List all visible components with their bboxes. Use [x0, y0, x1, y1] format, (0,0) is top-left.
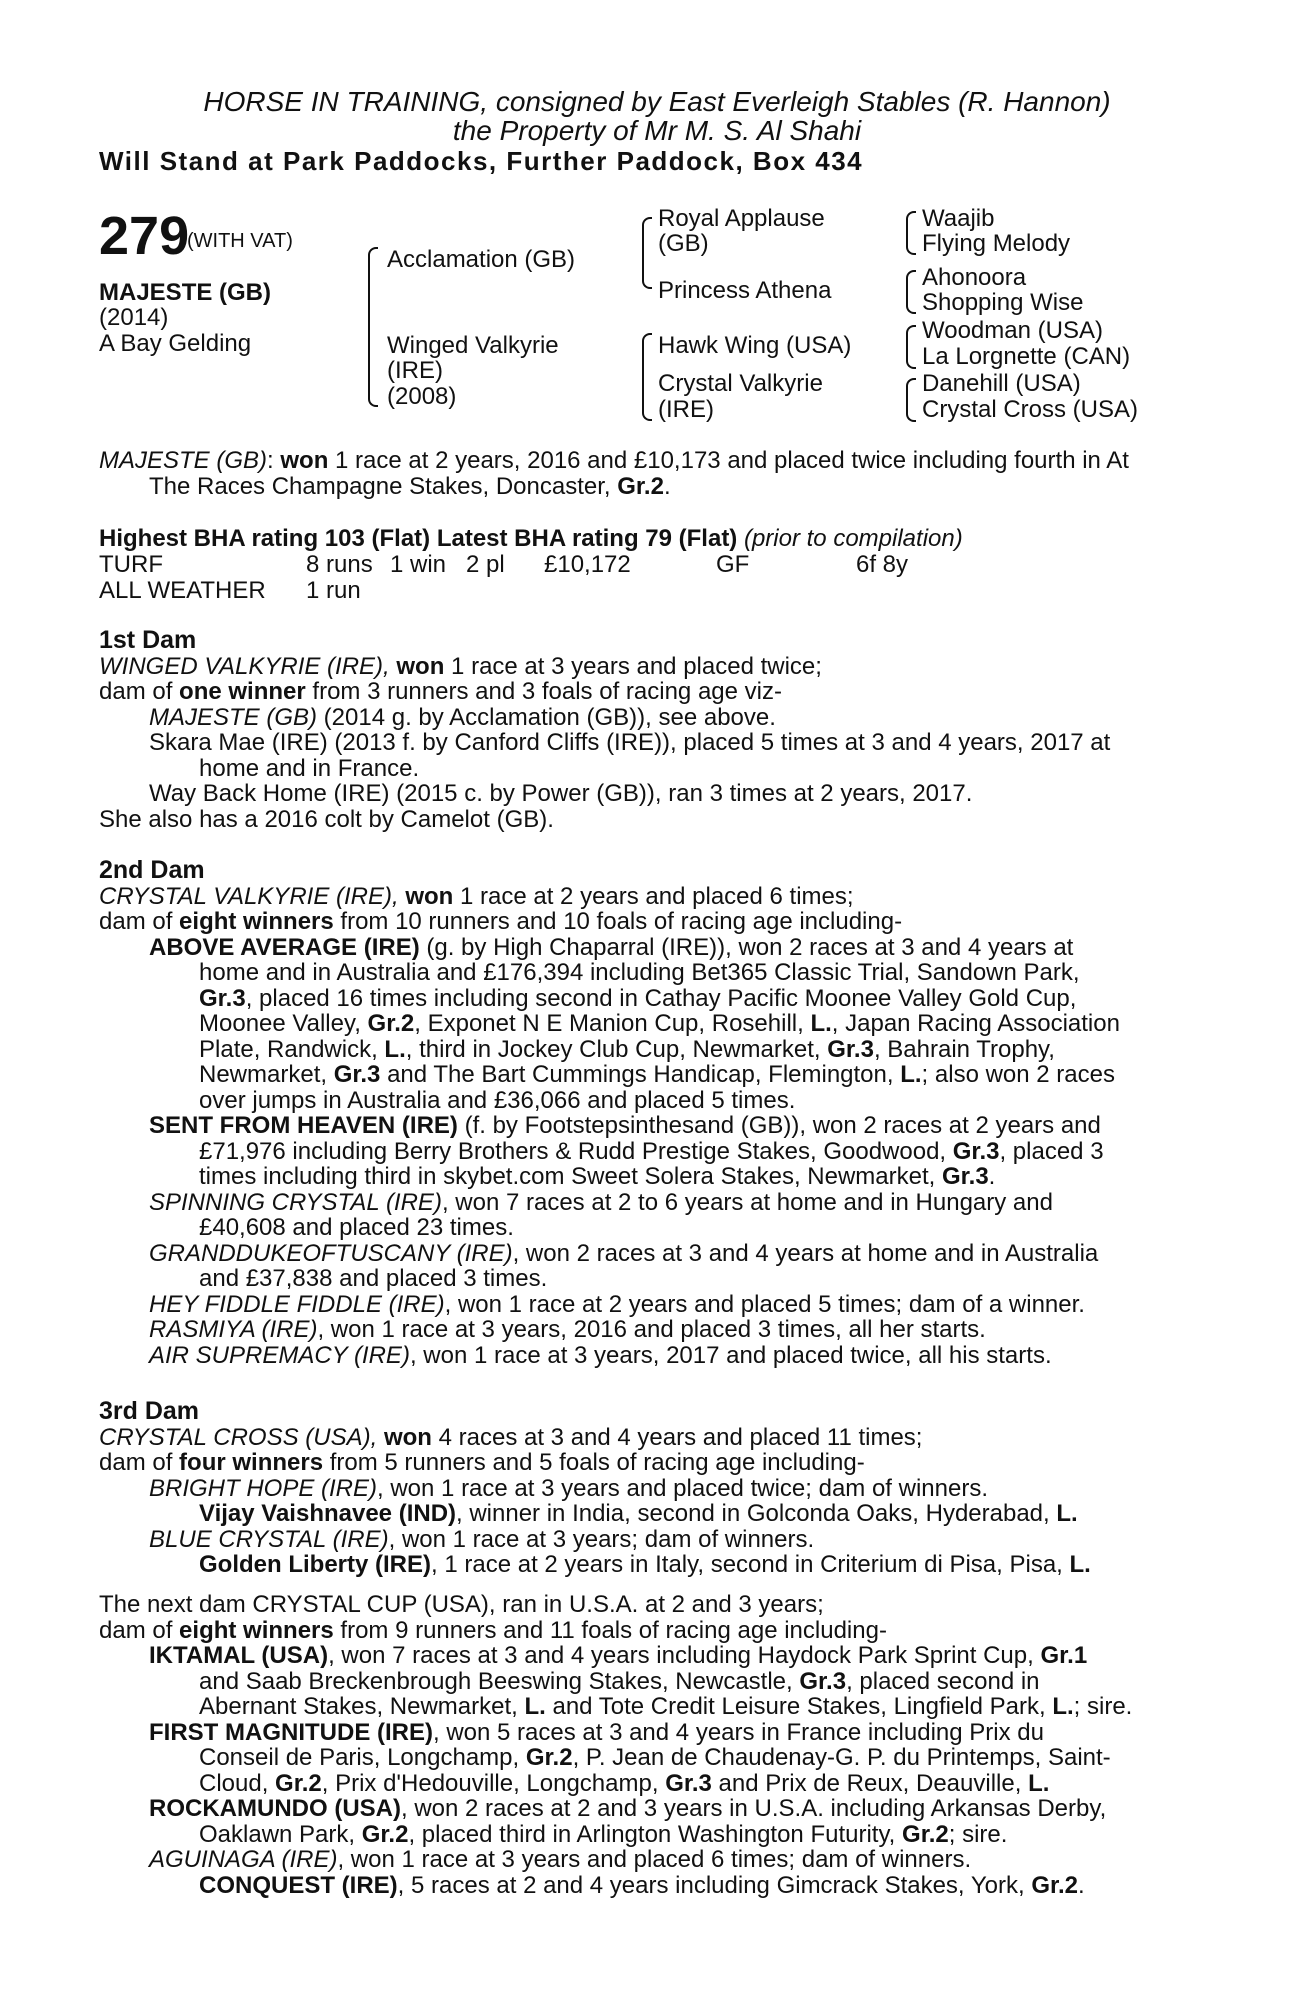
iktamal-3-listed-2: L.	[1052, 1693, 1074, 1720]
third-dam-heading: 3rd Dam	[99, 1397, 200, 1425]
first-dam-name: WINGED VALKYRIE (IRE),	[99, 652, 397, 680]
iktamal-1-grade: Gr.1	[1040, 1642, 1088, 1669]
air-supremacy-name: AIR SUPREMACY (IRE)	[149, 1341, 410, 1369]
first-magnitude-3a: Cloud,	[199, 1769, 276, 1797]
above-average-6-grade: Gr.3	[333, 1061, 381, 1088]
above-average-4a: Moonee Valley,	[199, 1010, 368, 1037]
conquest-name: CONQUEST (IRE)	[199, 1871, 398, 1899]
vijay-1: , winner in India, second in Golconda Oaks, Hyderabad,	[456, 1500, 1057, 1527]
first-dam-of: dam of	[99, 678, 180, 705]
ratings-block	[99, 526, 1199, 552]
sire-sire-line-2: (GB)	[658, 230, 709, 257]
above-average-5-listed: L.	[384, 1035, 406, 1063]
first-dam-heading: 1st Dam	[99, 626, 197, 654]
above-average-4e: , Japan Racing Association	[831, 1010, 1120, 1037]
first-dam-won: won	[396, 652, 445, 680]
summary-text-2: The Races Champagne Stakes, Doncaster,	[149, 472, 618, 500]
dd-dam: Crystal Cross (USA)	[922, 396, 1139, 423]
first-dam-winners: one winner	[179, 678, 306, 705]
air-supremacy-1: , won 1 race at 3 years, 2017 and placed twice, all his starts.	[409, 1341, 1052, 1369]
sire-sire-line-1: Royal Applause	[658, 205, 825, 232]
lot-number: 279	[99, 206, 190, 266]
brace-ds	[906, 325, 916, 369]
aw-label: ALL WEATHER	[99, 577, 266, 604]
vat-note: (WITH VAT)	[187, 230, 293, 252]
produce-2016-colt: She also has a 2016 colt by Camelot (GB).	[99, 805, 554, 833]
spinning-crystal-1: , won 7 races at 2 to 6 years at home and in Hungary and	[441, 1188, 1053, 1216]
produce-majeste-text: (2014 g. by Acclamation (GB)), see above.	[317, 703, 776, 731]
above-average-4-listed: L.	[810, 1010, 832, 1037]
dam-line-1: Winged Valkyrie	[387, 332, 559, 359]
rockamundo-2c: , placed third in Arlington Washington Futurity,	[408, 1820, 903, 1848]
second-dam-name: CRYSTAL VALKYRIE (IRE),	[99, 882, 406, 910]
rockamundo-2a: Oaklawn Park,	[199, 1820, 362, 1848]
next-dam-of: dam of	[99, 1616, 180, 1644]
sire-dam: Princess Athena	[658, 277, 832, 304]
first-dam-section	[99, 628, 1199, 832]
turf-distance: 6f 8y	[856, 551, 909, 578]
above-average-5c: , third in Jockey Club Cup, Newmarket,	[405, 1035, 828, 1063]
sent-from-heaven-2-grade: Gr.3	[952, 1137, 1000, 1165]
third-dam-won: won	[383, 1423, 432, 1451]
ss-sire: Waajib	[922, 205, 995, 232]
header-consignor: HORSE IN TRAINING, consigned by East Everleigh Stables (R. Hannon)	[203, 86, 1111, 117]
second-dam-record: 1 race at 2 years and placed 6 times;	[453, 882, 854, 910]
dd-sire: Danehill (USA)	[922, 370, 1081, 397]
summary-won: won	[280, 447, 329, 474]
sent-from-heaven-2a: £71,976 including Berry Brothers & Rudd Prestige Stakes, Goodwood,	[199, 1137, 953, 1165]
summary-grade: Gr.2	[617, 472, 664, 500]
conquest-end: .	[1078, 1871, 1085, 1899]
next-dam-winners: eight winners	[179, 1616, 334, 1644]
first-magnitude-3-grade-2: Gr.3	[665, 1769, 712, 1797]
turf-wins: 1 win	[390, 551, 447, 578]
first-magnitude-2a: Conseil de Paris, Longchamp,	[199, 1744, 526, 1771]
above-average-5e: , Bahrain Trophy,	[873, 1035, 1055, 1063]
above-average-2: home and in Australia and £176,394 including Bet365 Classic Trial, Sandown Park,	[199, 959, 1080, 986]
turf-placed: 2 pl	[466, 551, 505, 578]
second-dam-heading: 2nd Dam	[99, 856, 205, 884]
pedigree-brace	[368, 247, 378, 407]
rockamundo-1: , won 2 races at 2 and 3 years in U.S.A. including Arkansas Derby,	[400, 1795, 1107, 1822]
dam-dam-line-1: Crystal Valkyrie	[658, 370, 823, 397]
dam-line-2: (IRE)	[387, 357, 443, 384]
conquest-1: , 5 races at 2 and 4 years including Gimcrack Stakes, York,	[397, 1871, 1032, 1899]
hey-fiddle-name: HEY FIDDLE FIDDLE (IRE)	[149, 1290, 445, 1318]
turf-going: GF	[716, 551, 750, 578]
rockamundo-name: ROCKAMUNDO (USA)	[149, 1795, 401, 1822]
ss-dam: Flying Melody	[922, 230, 1071, 257]
horse-description: A Bay Gelding	[99, 330, 252, 357]
rockamundo-2e: ; sire.	[948, 1820, 1008, 1848]
grandduke-1: , won 2 races at 3 and 4 years at home and in Australia	[512, 1239, 1099, 1267]
iktamal-2-grade: Gr.3	[799, 1667, 847, 1695]
dam-sire: Hawk Wing (USA)	[658, 332, 852, 359]
blue-crystal-1: , won 1 race at 3 years; dam of winners.	[388, 1525, 815, 1553]
brace-dd	[906, 378, 916, 422]
produce-skara-mae: Skara Mae (IRE) (2013 f. by Canford Cliffs (IRE)), placed 5 times at 3 and 4 years, 2017 at	[149, 729, 1111, 756]
sire-brace	[642, 217, 652, 289]
sent-from-heaven-3-grade: Gr.3	[941, 1163, 989, 1190]
third-dam-of: dam of	[99, 1449, 180, 1476]
spinning-crystal-name: SPINNING CRYSTAL (IRE)	[149, 1188, 442, 1216]
summary-name: MAJESTE (GB)	[99, 447, 268, 474]
bright-hope-name: BRIGHT HOPE (IRE)	[149, 1474, 378, 1502]
rockamundo-2-grade: Gr.2	[361, 1820, 409, 1848]
produce-majeste: MAJESTE (GB)	[149, 703, 318, 731]
ratings-note: (prior to compilation)	[737, 525, 963, 552]
second-dam-won: won	[405, 882, 454, 910]
iktamal-3-listed: L.	[524, 1693, 546, 1720]
above-average-5a: Plate, Randwick,	[199, 1035, 385, 1063]
first-magnitude-1: , won 5 races at 3 and 4 years in France including Prix du	[432, 1718, 1044, 1746]
dam-brace	[642, 333, 652, 421]
sd-sire: Ahonoora	[922, 264, 1027, 291]
sent-from-heaven-3c: .	[988, 1163, 996, 1190]
dam-dam-line-2: (IRE)	[658, 396, 714, 423]
iktamal-3c: and Tote Credit Leisure Stakes, Lingfield Park,	[545, 1693, 1053, 1720]
first-magnitude-name: FIRST MAGNITUDE (IRE)	[149, 1718, 433, 1746]
conquest-grade: Gr.2	[1031, 1871, 1079, 1899]
above-average-name: ABOVE AVERAGE (IRE)	[149, 933, 420, 961]
produce-skara-mae-cont: home and in France.	[199, 754, 420, 782]
produce-way-back-home: Way Back Home (IRE) (2015 c. by Power (GB)), ran 3 times at 2 years, 2017.	[149, 780, 973, 807]
above-average-1: (g. by High Chaparral (IRE)), won 2 races at 3 and 4 years at	[419, 933, 1074, 961]
above-average-4c: , Exponet N E Manion Cup, Rosehill,	[414, 1010, 811, 1037]
iktamal-3a: Abernant Stakes, Newmarket,	[199, 1693, 525, 1720]
summary-text-1: 1 race at 2 years, 2016 and £10,173 and placed twice including fourth in At	[328, 447, 1129, 474]
spinning-crystal-2: £40,608 and placed 23 times.	[199, 1214, 514, 1241]
sire: Acclamation (GB)	[387, 246, 576, 273]
above-average-4-grade: Gr.2	[367, 1010, 415, 1037]
race-summary: MAJESTE (GB): won 1 race at 2 years, 2016 and £10,173 and placed twice including fourth in At The Races Champagne Stakes, Doncaster, Gr.2.	[99, 447, 1129, 500]
brace-sd	[906, 270, 916, 314]
ds-sire: Woodman (USA)	[922, 317, 1103, 344]
iktamal-1: , won 7 races at 3 and 4 years including Haydock Park Sprint Cup,	[328, 1642, 1041, 1669]
hey-fiddle-1: , won 1 race at 2 years and placed 5 times; dam of a winner.	[444, 1290, 1085, 1318]
above-average-5-grade: Gr.3	[827, 1035, 874, 1063]
horse-name: MAJESTE (GB)	[99, 279, 272, 306]
above-average-6-listed: L.	[900, 1061, 922, 1088]
aw-runs: 1 run	[306, 577, 361, 604]
iktamal-name: IKTAMAL (USA)	[149, 1642, 329, 1669]
second-dam-winners: eight winners	[179, 908, 334, 935]
second-dam-section	[99, 858, 1199, 1368]
grandduke-2: and £37,838 and placed 3 times.	[199, 1265, 548, 1292]
sent-from-heaven-name: SENT FROM HEAVEN (IRE)	[149, 1112, 458, 1139]
first-magnitude-3c: , Prix d'Hedouville, Longchamp,	[321, 1769, 666, 1797]
next-dam-line: The next dam CRYSTAL CUP (USA), ran in U.S.A. at 2 and 3 years;	[99, 1591, 824, 1618]
sent-from-heaven-2c: , placed 3	[999, 1137, 1104, 1165]
second-dam-of: dam of	[99, 908, 180, 935]
rockamundo-2-grade-2: Gr.2	[902, 1820, 949, 1848]
golden-liberty-listed: L.	[1069, 1551, 1091, 1578]
sent-from-heaven-3a: times including third in skybet.com Sweet Solera Stakes, Newmarket,	[199, 1163, 942, 1190]
next-dam-foals: from 9 runners and 11 foals of racing age including-	[333, 1616, 887, 1644]
first-magnitude-3e: and Prix de Reux, Deauville,	[711, 1769, 1029, 1797]
aguinaga-name: AGUINAGA (IRE)	[149, 1846, 338, 1873]
dam-line-3: (2008)	[387, 383, 457, 410]
header-property: the Property of Mr M. S. Al Shahi	[452, 115, 862, 146]
first-magnitude-2c: , P. Jean de Chaudenay-G. P. du Printemps, Saint-	[572, 1744, 1111, 1771]
blue-crystal-name: BLUE CRYSTAL (IRE)	[149, 1525, 389, 1553]
grandduke-name: GRANDDUKEOFTUSCANY (IRE)	[149, 1239, 513, 1267]
ds-dam: La Lorgnette (CAN)	[922, 343, 1131, 370]
first-magnitude-3-grade: Gr.2	[275, 1769, 322, 1797]
ratings-heading: Highest BHA rating 103 (Flat) Latest BHA rating 79 (Flat)	[99, 525, 738, 552]
aguinaga-1: , won 1 race at 3 years and placed 6 times; dam of winners.	[337, 1846, 972, 1873]
next-dam-section	[99, 1592, 1199, 1898]
turf-prize: £10,172	[544, 551, 631, 578]
third-dam-winners: four winners	[179, 1449, 324, 1476]
turf-label: TURF	[99, 551, 163, 578]
turf-runs: 8 runs	[306, 551, 373, 578]
rasmiya-name: RASMIYA (IRE)	[149, 1316, 318, 1343]
third-dam-record: 4 races at 3 and 4 years and placed 11 times;	[431, 1423, 923, 1451]
third-dam-name: CRYSTAL CROSS (USA),	[99, 1423, 384, 1451]
above-average-6c: and The Bart Cummings Handicap, Flemington,	[380, 1061, 901, 1088]
above-average-3: , placed 16 times including second in Cathay Pacific Moonee Valley Gold Cup,	[245, 984, 1077, 1012]
header-location: Will Stand at Park Paddocks, Further Paddock, Box 434	[99, 146, 864, 176]
golden-liberty-name: Golden Liberty (IRE)	[199, 1551, 432, 1578]
iktamal-2c: , placed second in	[846, 1667, 1040, 1695]
first-dam-record: 1 race at 3 years and placed twice;	[444, 652, 822, 680]
first-magnitude-3-listed: L.	[1028, 1769, 1050, 1797]
brace-ss	[906, 211, 916, 255]
third-dam-foals: from 5 runners and 5 foals of racing age including-	[323, 1449, 865, 1476]
above-average-6a: Newmarket,	[199, 1061, 334, 1088]
iktamal-3e: ; sire.	[1073, 1693, 1133, 1720]
vijay-listed: L.	[1056, 1500, 1078, 1527]
above-average-7: over jumps in Australia and £36,066 and placed 5 times.	[199, 1086, 796, 1114]
foaling-year: (2014)	[99, 304, 169, 331]
third-dam-section	[99, 1399, 1199, 1578]
bright-hope-1: , won 1 race at 3 years and placed twice; dam of winners.	[377, 1474, 988, 1502]
second-dam-foals: from 10 runners and 10 foals of racing age including-	[333, 908, 903, 935]
above-average-3-grade: Gr.3	[199, 984, 246, 1012]
first-magnitude-2-grade: Gr.2	[525, 1744, 573, 1771]
sd-dam: Shopping Wise	[922, 289, 1084, 316]
golden-liberty-1: , 1 race at 2 years in Italy, second in Criterium di Pisa, Pisa,	[431, 1551, 1070, 1578]
rasmiya-1: , won 1 race at 3 years, 2016 and placed 3 times, all her starts.	[317, 1316, 986, 1343]
first-dam-foals: from 3 runners and 3 foals of racing age viz-	[305, 678, 782, 705]
iktamal-2a: and Saab Breckenbrough Beeswing Stakes, Newcastle,	[199, 1667, 800, 1695]
above-average-6e: ; also won 2 races	[921, 1061, 1115, 1088]
vijay-name: Vijay Vaishnavee (IND)	[199, 1500, 457, 1527]
sent-from-heaven-1: (f. by Footstepsinthesand (GB)), won 2 races at 2 years and	[457, 1112, 1101, 1139]
summary-end: .	[663, 472, 671, 500]
